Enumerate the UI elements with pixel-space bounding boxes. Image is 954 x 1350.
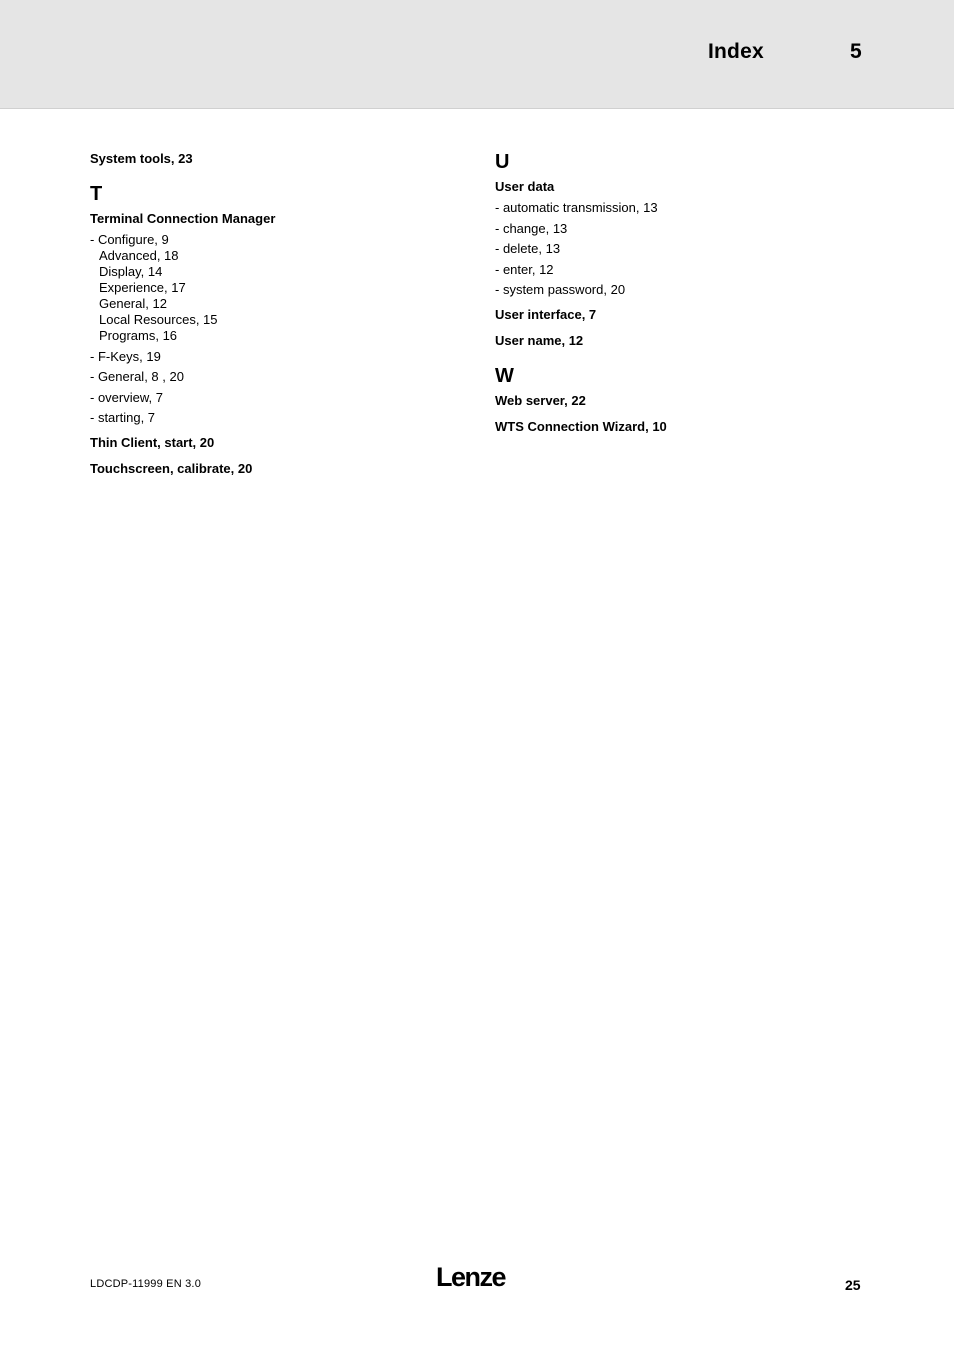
- user-data-subentries: [495, 200, 875, 298]
- index-entry-web-server: Web server, 22: [495, 393, 586, 408]
- document-id: LDCDP-11999 EN 3.0: [90, 1278, 202, 1290]
- index-entry-user-data: User data: [495, 179, 555, 194]
- subentry-change: - change, 13: [495, 220, 568, 236]
- index-entry-user-interface: User interface, 7: [495, 307, 597, 322]
- subentry-local-resources: Local Resources, 15: [99, 312, 218, 327]
- subentry-system-password: - system password, 20: [495, 282, 626, 297]
- index-entry-wts-connection-wizard: WTS Connection Wizard, 10: [495, 419, 667, 434]
- subentry-delete: - delete, 13: [495, 241, 561, 256]
- index-letter-t: T: [90, 183, 103, 205]
- subentry-programs: Programs, 16: [99, 328, 178, 343]
- subentry-general: - General, 8 , 20: [90, 369, 184, 384]
- tcm-subentries: [90, 232, 470, 426]
- subentry-advanced: Advanced, 18: [99, 248, 179, 263]
- page-header: [0, 0, 954, 109]
- index-column-left: [90, 150, 470, 478]
- subentry-general-12: General, 12: [99, 296, 167, 311]
- subentry-experience: Experience, 17: [99, 280, 186, 295]
- subentry-configure: - Configure, 9: [90, 232, 169, 247]
- index-entry-touchscreen: Touchscreen, calibrate, 20: [90, 461, 253, 476]
- index-entry-terminal-connection-manager: Terminal Connection Manager: [90, 211, 276, 226]
- header-chapter-number: 5: [850, 40, 862, 63]
- index-column-right: [495, 150, 875, 436]
- index-letter-u: U: [495, 151, 510, 173]
- subentry-automatic-transmission: - automatic transmission, 13: [495, 200, 658, 215]
- subentry-enter: - enter, 12: [495, 261, 554, 277]
- subentry-starting: - starting, 7: [90, 410, 156, 425]
- header-title: Index: [708, 40, 764, 63]
- lenze-logo: Lenze: [436, 1262, 506, 1292]
- index-entry-thin-client: Thin Client, start, 20: [90, 435, 215, 450]
- index-entry-system-tools: System tools, 23: [90, 151, 193, 166]
- index-letter-w: W: [495, 365, 514, 387]
- subentry-f-keys: - F-Keys, 19: [90, 348, 161, 364]
- page-number: 25: [845, 1277, 861, 1293]
- subentry-overview: - overview, 7: [90, 389, 163, 405]
- subentry-display: Display, 14: [99, 264, 163, 279]
- index-entry-user-name: User name, 12: [495, 333, 584, 348]
